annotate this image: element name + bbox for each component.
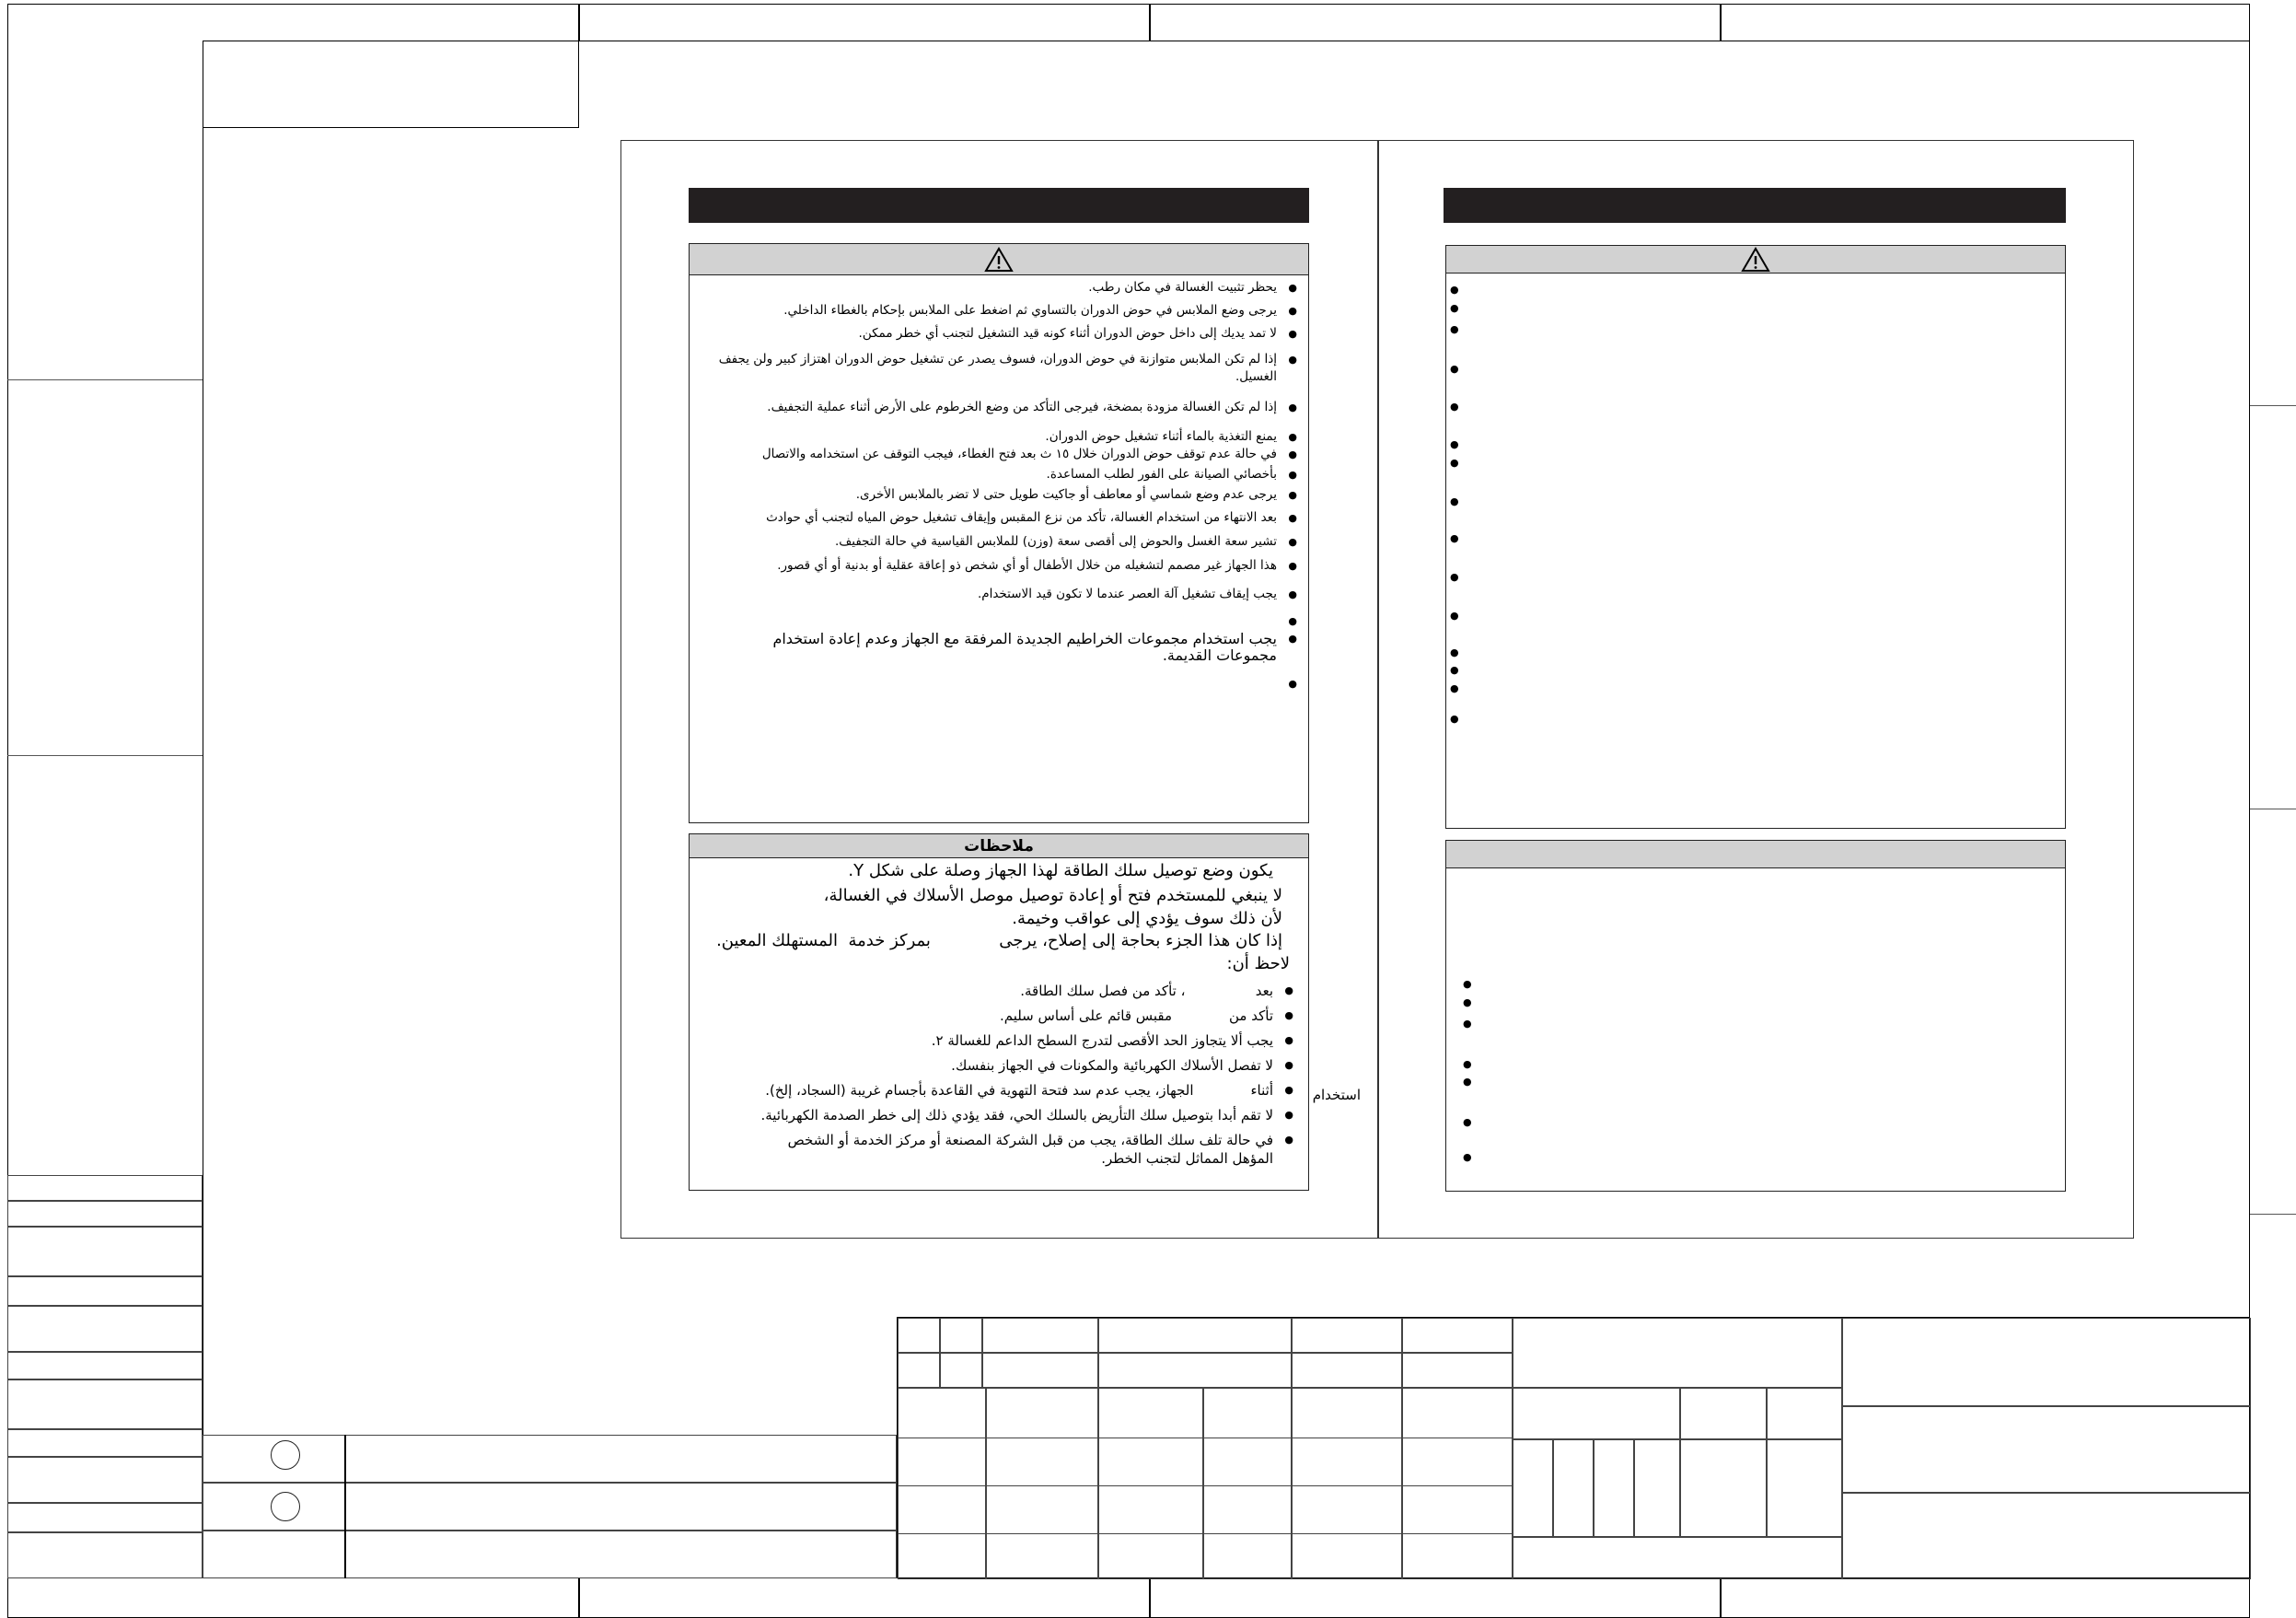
notes-line: يكون وضع توصيل سلك الطاقة لهذا الجهاز وصلة على شكل Y. (848, 861, 1273, 880)
bullet-icon: ● (1463, 978, 1472, 990)
title-cell (1098, 1318, 1292, 1353)
bullet-icon: ● (1450, 713, 1459, 725)
right-margin-line-3 (2250, 1214, 2296, 1215)
title-cell (1680, 1439, 1767, 1537)
notes-item: ● بعد ، تأكد من فصل سلك الطاقة. (726, 982, 1293, 1000)
bullet-icon: ● (1450, 302, 1459, 314)
bullet-icon: ● (1450, 571, 1459, 583)
notes-line: لاحظ أن: (1226, 954, 1290, 973)
sign-row (203, 1483, 897, 1531)
revision-cell (7, 1379, 203, 1429)
notes-item: ● في حالة تلف سلك الطاقة، يجب من قبل الشركة المصنعة أو مركز الخدمة أو الشخص المؤهل المماثل لتجنب الخطر. (782, 1131, 1293, 1168)
bullet-icon: ● (1450, 363, 1459, 375)
right-warning-panel (1445, 245, 2066, 829)
revision-cell (7, 1457, 203, 1503)
title-cell (986, 1388, 1098, 1579)
title-cell (1513, 1439, 1553, 1537)
top-divider-3 (1720, 4, 1722, 41)
title-cell (898, 1388, 986, 1579)
bullet-icon: ● (1463, 1116, 1472, 1128)
notes-line: لا ينبغي للمستخدم فتح أو إعادة توصيل موصل الأسلاك في الغسالة، (823, 886, 1282, 905)
bullet-icon: ● (1463, 1151, 1472, 1163)
right-notes-panel (1445, 840, 2066, 1192)
bullet-icon: ● (1450, 438, 1459, 450)
top-left-title-box (203, 41, 579, 128)
bottom-divider-2 (1149, 1578, 1151, 1618)
right-section-header-bar (1444, 188, 2066, 223)
right-margin-line-1 (2250, 405, 2296, 406)
title-cell (1402, 1388, 1513, 1579)
title-cell (1292, 1388, 1402, 1579)
revision-cell (7, 1276, 203, 1306)
notes-header (690, 834, 1308, 858)
title-cell (1594, 1439, 1634, 1537)
title-cell (898, 1318, 940, 1353)
bullet-icon: ● (1463, 1018, 1472, 1030)
warning-triangle-icon (984, 247, 1014, 273)
title-cell (940, 1353, 982, 1388)
warning-item: ● تشير سعة الغسل والحوض إلى أقصى سعة (وزن) للملابس القياسية في حالة التجفيف. (708, 533, 1297, 551)
title-row-line (898, 1485, 1513, 1486)
bullet-icon: ● (1450, 323, 1459, 335)
title-cell (1634, 1439, 1680, 1537)
warning-item: ● يحظر تثبيت الغسالة في مكان رطب. (708, 279, 1297, 297)
bullet-icon: ● (1450, 284, 1459, 296)
bullet-icon: ● (1450, 646, 1459, 658)
bottom-divider-3 (1720, 1578, 1722, 1618)
title-cell (1098, 1353, 1292, 1388)
notes-item: ● لا تقم أبدا بتوصيل سلك التأريض بالسلك الحي، فقد يؤدي ذلك إلى خطر الصدمة الكهربائية. (726, 1106, 1293, 1124)
revision-cell (7, 1306, 203, 1352)
revision-cell (7, 1175, 203, 1201)
notes-line: لأن ذلك سوف يؤدي إلى عواقب وخيمة. (1012, 909, 1282, 928)
revision-cell (7, 1532, 203, 1578)
warning-triangle-icon (1741, 247, 1770, 273)
notes-item: ● أثناء الجهاز، يجب عدم سد فتحة التهوية في القاعدة بأجسام غريبة (السجاد، إلخ). (726, 1081, 1293, 1100)
title-cell (1513, 1388, 1680, 1439)
revision-cell (7, 1503, 203, 1532)
notes-header (1446, 841, 2065, 868)
title-cell (1513, 1537, 1842, 1579)
notes-line: إذا كان هذا الجزء بحاجة إلى إصلاح، يرجى بمركز خدمة المستهلك المعين. (716, 931, 1282, 950)
bullet-icon: ● (1463, 1058, 1472, 1070)
title-cell (1513, 1318, 1842, 1388)
warning-item: ● يرجى عدم وضع شماسي أو معاطف أو جاكيت طويل حتى لا تضر بالملابس الأخرى. (708, 486, 1297, 504)
title-cell (1553, 1439, 1594, 1537)
notes-title: ملاحظات (964, 837, 1034, 856)
mark-circle-icon (271, 1440, 300, 1470)
title-cell (1680, 1388, 1767, 1439)
title-cell (1203, 1388, 1292, 1579)
title-cell (940, 1318, 982, 1353)
warning-item: ● لا تمد يديك إلى داخل حوض الدوران أثناء كونه قيد التشغيل لتجنب أي خطر ممكن. (708, 325, 1297, 343)
revision-cell (7, 1201, 203, 1227)
notes-item: ● لا تفصل الأسلاك الكهربائية والمكونات في الجهاز بنفسك. (726, 1056, 1293, 1075)
warning-item: ● هذا الجهاز غير مصمم لتشغيله من خلال الأطفال أو أي شخص ذو إعاقة عقلية أو بدنية أو أي قصور. (708, 557, 1297, 575)
sign-row (203, 1531, 897, 1578)
bottom-divider-1 (578, 1578, 580, 1618)
bullet-icon: ● (1463, 1076, 1472, 1088)
bullet-icon: ● (1450, 664, 1459, 676)
bullet-icon: ● (1450, 610, 1459, 622)
left-margin-line-1 (7, 379, 203, 380)
title-cell (1842, 1318, 2251, 1406)
title-cell (1842, 1493, 2251, 1579)
title-cell (1292, 1318, 1402, 1353)
warning-header (690, 244, 1308, 275)
title-cell (1402, 1318, 1513, 1353)
revision-cell (7, 1429, 203, 1457)
title-cell (1767, 1439, 1842, 1537)
sign-row (203, 1435, 897, 1483)
notes-item: ● تأكد من مقبس قائم على أساس سليم. (726, 1007, 1293, 1025)
top-divider-1 (578, 4, 580, 41)
sign-row-divider (344, 1435, 346, 1578)
warning-item: ● يرجى وضع الملابس في حوض الدوران بالتساوي ثم اضغط على الملابس بإحكام بالغطاء الداخلي. (708, 302, 1297, 320)
warning-item: ● يجب إيقاف تشغيل آلة العصر عندما لا تكون قيد الاستخدام. (708, 586, 1297, 603)
title-cell (898, 1353, 940, 1388)
title-cell (1767, 1388, 1842, 1439)
title-cell (982, 1318, 1098, 1353)
warning-item: ● بعد الانتهاء من استخدام الغسالة، تأكد من نزع المقبس وإيقاف تشغيل حوض المياه لتجنب أي حوادث (708, 509, 1297, 527)
revision-cell (7, 1227, 203, 1276)
warning-list (708, 279, 1297, 795)
title-cell (982, 1353, 1098, 1388)
left-section-header-bar (689, 188, 1309, 223)
side-word: استخدام (1312, 1087, 1361, 1103)
bullet-icon: ● (1450, 682, 1459, 694)
title-block (897, 1317, 2250, 1578)
title-cell (1292, 1353, 1402, 1388)
left-margin-line-2 (7, 755, 203, 756)
bullet-icon: ● (1450, 495, 1459, 507)
warning-item: ● يجب استخدام مجموعات الخراطيم الجديدة المرفقة مع الجهاز وعدم إعادة استخدام مجموعات القديمة. (708, 631, 1297, 664)
left-warning-panel (689, 243, 1309, 823)
warning-item: ● إذا لم تكن الغسالة مزودة بمضخة، فيرجى التأكد من وضع الخرطوم على الأرض أثناء عملية التجفيف. (708, 399, 1297, 416)
top-divider-2 (1149, 4, 1151, 41)
title-row-line (898, 1533, 1513, 1534)
warning-item: ● في حالة عدم توقف حوض الدوران خلال ١٥ ث بعد فتح الغطاء، فيجب التوقف عن استخدامه والاتصال (708, 446, 1297, 463)
title-cell (1842, 1406, 2251, 1493)
warning-item: ● يمنع التغذية بالماء أثناء تشغيل حوض الدوران. (708, 428, 1297, 446)
warning-header (1446, 246, 2065, 274)
warning-item: ● إذا لم تكن الملابس متوازنة في حوض الدوران، فسوف يصدر عن تشغيل حوض الدوران اهتزاز كبير ولن يجفف الغسيل. (708, 351, 1297, 386)
bullet-icon: ● (1463, 996, 1472, 1008)
bullet-icon: ● (1450, 532, 1459, 544)
warning-item: ● بأخصائي الصيانة على الفور لطلب المساعدة. (708, 466, 1297, 483)
bullet-icon: ● (1450, 401, 1459, 413)
revision-cell (7, 1352, 203, 1379)
booklet-fold (1377, 140, 1379, 1239)
title-cell (1402, 1353, 1513, 1388)
title-cell (1098, 1388, 1203, 1579)
notes-item: ● يجب ألا يتجاوز الحد الأقصى لتدرج السطح الداعم للغسالة ٢. (726, 1031, 1293, 1050)
bullet-icon: ● (1450, 457, 1459, 469)
left-notes-panel (689, 833, 1309, 1191)
mark-circle-icon (271, 1492, 300, 1521)
